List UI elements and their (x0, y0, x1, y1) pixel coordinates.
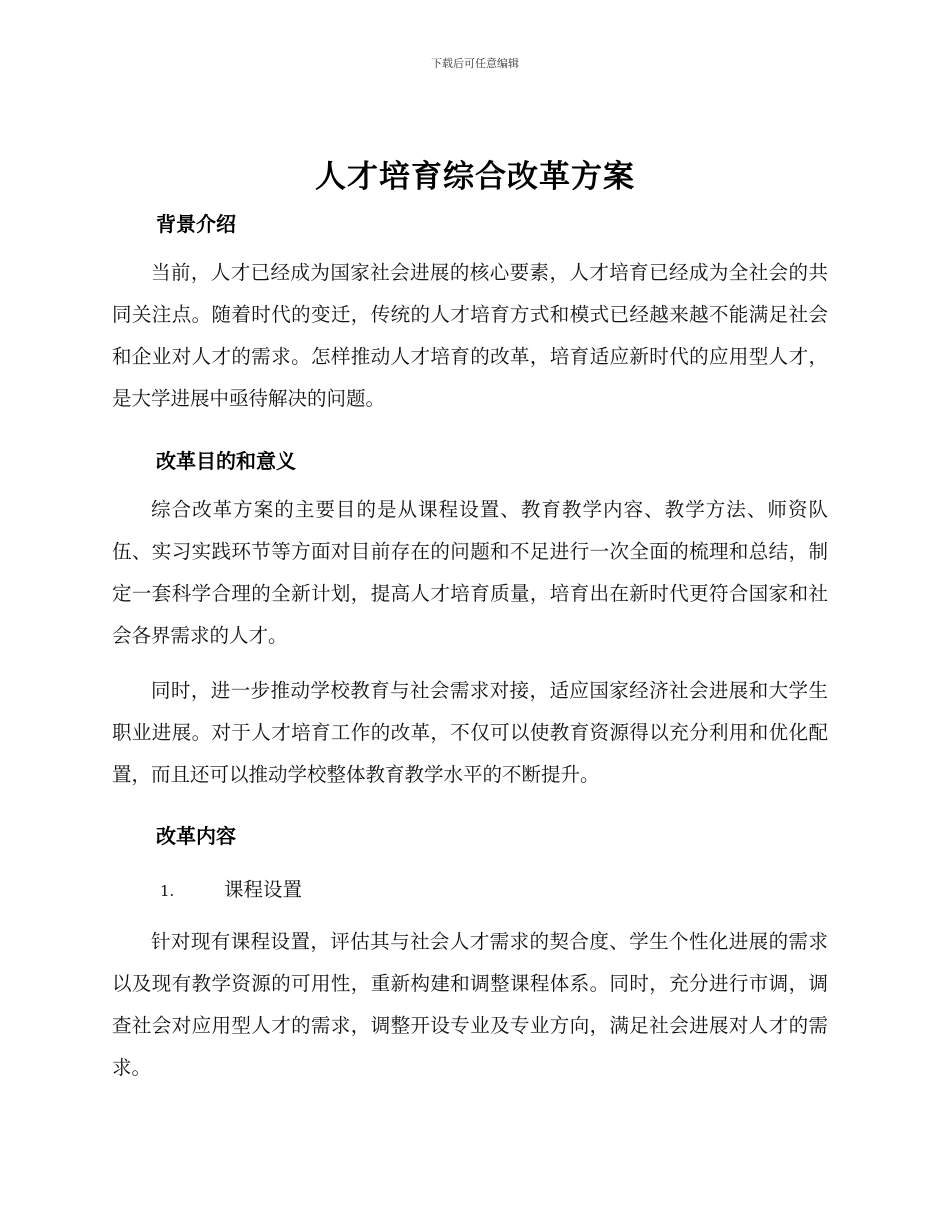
section-heading-background: 背景介绍 (156, 212, 236, 236)
paragraph-course-setup: 针对现有课程设置，评估其与社会人才需求的契合度、学生个性化进展的需求以及现有教学资源的可用性，重新构建和调整课程体系。同时，充分进行市调，调查社会对应用型人才的需求，调整开设专业及专业方向，满足社会进展对人才的需求。 (112, 930, 828, 1079)
list-item-course-setup (160, 874, 302, 902)
paragraph-purpose-1: 综合改革方案的主要目的是从课程设置、教育教学内容、教学方法、师资队伍、实习实践环节等方面对目前存在的问题和不足进行一次全面的梳理和总结，制定一套科学合理的全新计划，提高人才培育质量，培育出在新时代更符合国家和社会各界需求的人才。 (112, 498, 828, 647)
section-heading-content: 改革内容 (156, 824, 236, 848)
paragraph-background: 当前，人才已经成为国家社会进展的核心要素，人才培育已经成为全社会的共同关注点。随着时代的变迁，传统的人才培育方式和模式已经越来越不能满足社会和企业对人才的需求。怎样推动人才培育的改革，培育适应新时代的应用型人才，是大学进展中亟待解决的问题。 (112, 261, 828, 410)
document-title: 人才培育综合改革方案 (315, 159, 635, 195)
list-item-label: 课程设置 (224, 878, 303, 901)
list-item-number: 1. (160, 882, 175, 900)
section-heading-purpose: 改革目的和意义 (156, 449, 296, 473)
page-header: 下载后可任意编辑 (431, 57, 519, 70)
paragraph-purpose-2: 同时，进一步推动学校教育与社会需求对接，适应国家经济社会进展和大学生职业进展。对于人才培育工作的改革，不仅可以使教育资源得以充分利用和优化配置，而且还可以推动学校整体教育教学水平的不断提升。 (112, 679, 828, 786)
